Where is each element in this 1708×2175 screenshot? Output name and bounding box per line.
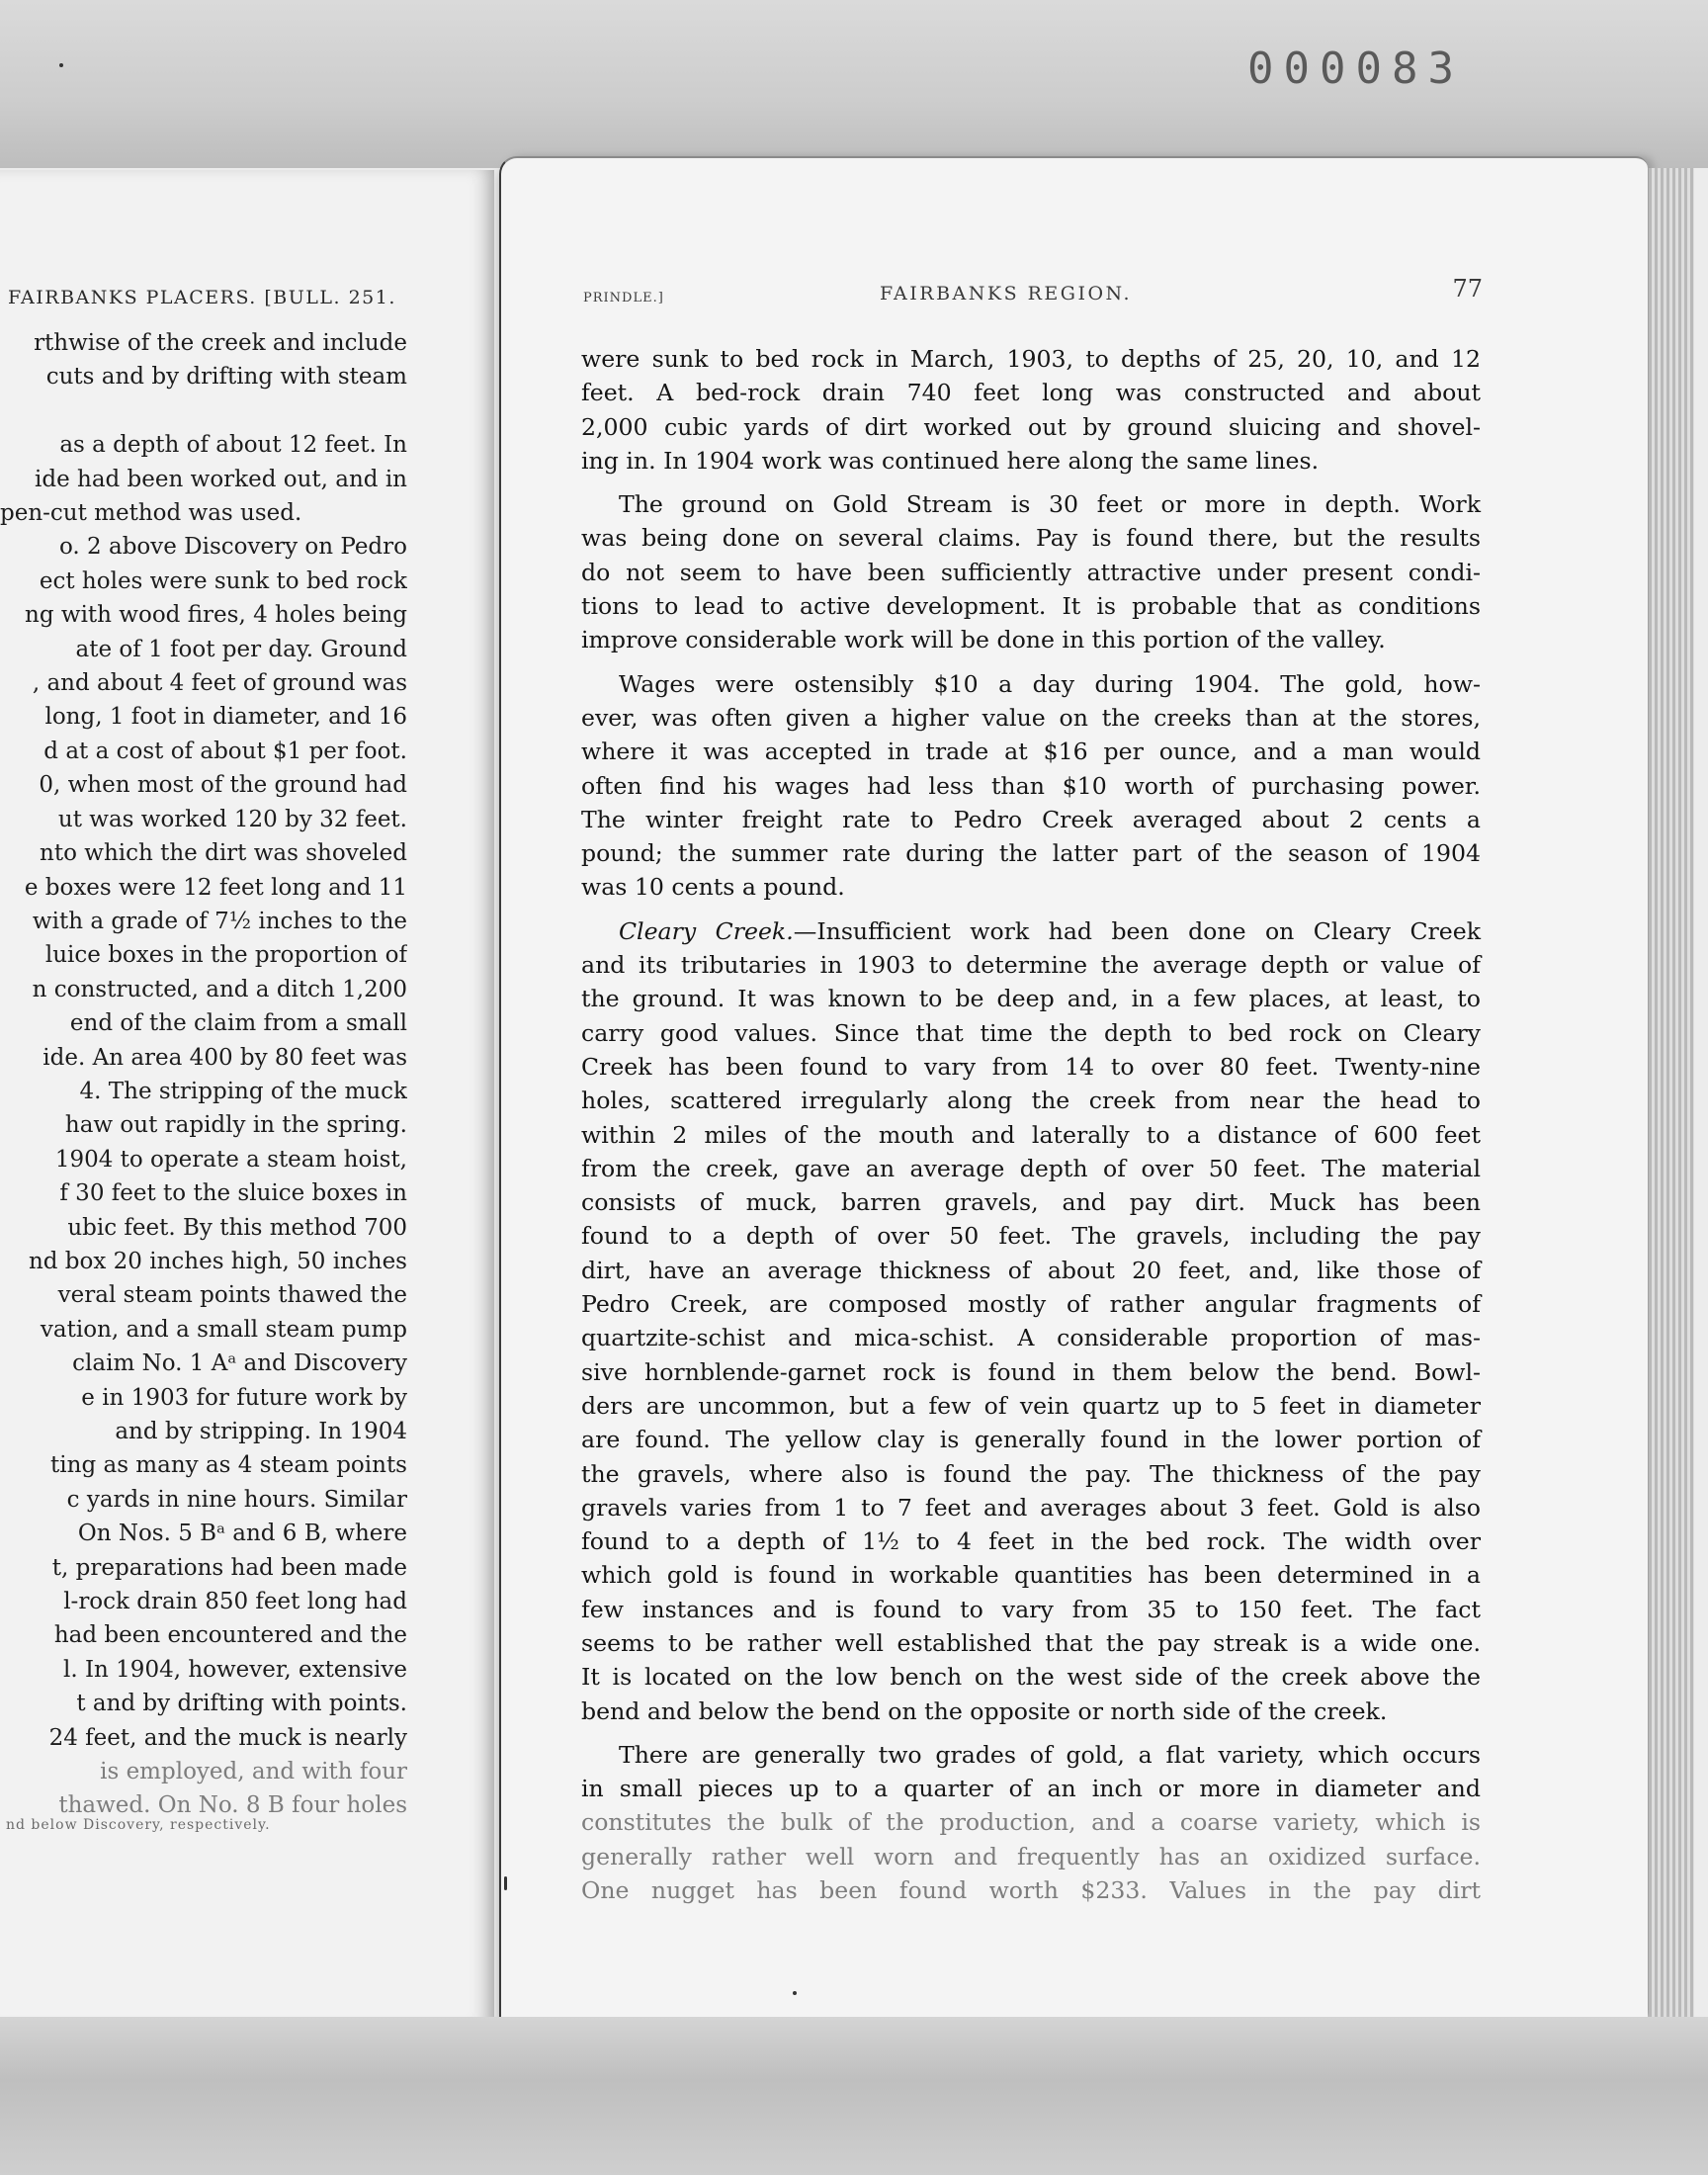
text-line: ever, was often given a higher value on the creeks than at the stores, (581, 703, 1481, 732)
text-line: sive hornblende-garnet rock is found in them below the bend. Bowl- (581, 1357, 1481, 1386)
right-page-text (581, 342, 1481, 1907)
text-line: n constructed, and a ditch 1,200 (32, 976, 407, 1002)
text-line: were sunk to bed rock in March, 1903, to depths of 25, 20, 10, and 12 (581, 345, 1481, 373)
text-line: pound; the summer rate during the latter part of the season of 1904 (581, 839, 1481, 868)
text-line: On Nos. 5 Bᵃ and 6 B, where (77, 1521, 407, 1547)
scan-speck (504, 1876, 507, 1890)
text-line: found to a depth of over 50 feet. The gravels, including the pay (581, 1222, 1481, 1251)
text-line: veral steam points thawed the (57, 1282, 407, 1309)
text-line: l. In 1904, however, extensive (62, 1656, 407, 1683)
text-line: within 2 miles of the mouth and laterally to a distance of 600 feet (581, 1120, 1481, 1149)
text-line: The ground on Gold Stream is 30 feet or more in depth. Work (619, 490, 1481, 519)
text-line-continuation: —Insufficient work had been done on Cleary Creek (793, 916, 1481, 945)
text-line: The winter freight rate to Pedro Creek averaged about 2 cents a (581, 805, 1481, 833)
text-line: carry good values. Since that time the depth to bed rock on Cleary (581, 1018, 1481, 1047)
text-line: 24 feet, and the muck is nearly (48, 1724, 407, 1751)
text-line: f 30 feet to the sluice boxes in (59, 1180, 407, 1207)
text-line: are found. The yellow clay is generally found in the lower portion of (581, 1426, 1481, 1454)
text-line: ide had been worked out, and in (35, 466, 407, 492)
text-line: where it was accepted in trade at $16 per ounce, and a man would (581, 738, 1481, 766)
text-line: o. 2 above Discovery on Pedro (58, 534, 407, 561)
left-footnote: nd below Discovery, respectively. (6, 1817, 271, 1833)
text-line: long, 1 foot in diameter, and 16 (44, 704, 407, 731)
scan-speck (793, 1991, 797, 1995)
bates-stamp-number: 000083 (1247, 44, 1464, 94)
left-page-text (0, 326, 407, 1823)
text-line: feet. A bed-rock drain 740 feet long was constructed and about (581, 379, 1481, 407)
text-line: had been encountered and the (53, 1622, 407, 1649)
right-running-header (583, 275, 1483, 308)
left-running-header: FAIRBANKS PLACERS. [BULL. 251. (8, 287, 396, 308)
text-line: nd box 20 inches high, 50 inches (28, 1248, 407, 1274)
text-line: quartzite-schist and mica-schist. A considerable proportion of mas- (581, 1324, 1481, 1352)
text-line: found to a depth of 1½ to 4 feet in the bed rock. The width over (581, 1527, 1481, 1556)
text-line: few instances and is found to vary from 35 to 150 feet. The fact (581, 1595, 1481, 1623)
text-line: often find his wages had less than $10 worth of purchasing power. (581, 771, 1481, 800)
section-title-cleary-creek: Cleary Creek. (619, 916, 794, 945)
scan-speck (59, 63, 63, 67)
text-line: claim No. 1 Aᵃ and Discovery (72, 1350, 407, 1377)
text-line: t and by drifting with points. (76, 1691, 407, 1717)
text-line: in small pieces up to a quarter of an inch or more in diameter and (581, 1775, 1481, 1803)
text-line: It is located on the low bench on the west side of the creek above the (581, 1663, 1481, 1692)
text-line: 1904 to operate a steam hoist, (54, 1146, 407, 1173)
text-line: cuts and by drifting with steam (45, 364, 407, 391)
text-line: the gravels, where also is found the pay. The thickness of the pay (581, 1459, 1481, 1488)
text-line: with a grade of 7½ inches to the (32, 908, 407, 934)
text-line: d at a cost of about $1 per foot. (43, 738, 407, 764)
text-line (0, 394, 407, 428)
text-line: thawed. On No. 8 B four holes (58, 1792, 407, 1819)
text-line: the ground. It was known to be deep and, in a few places, at least, to (581, 985, 1481, 1013)
chapter-header: FAIRBANKS REGION. (880, 283, 1133, 304)
text-line: c yards in nine hours. Similar (66, 1486, 407, 1513)
text-line: is employed, and with four (100, 1759, 407, 1785)
text-line: Creek has been found to vary from 14 to over 80 feet. Twenty-nine (581, 1052, 1481, 1081)
text-line: ate of 1 foot per day. Ground (75, 636, 407, 662)
text-line: ide. An area 400 by 80 feet was (43, 1044, 407, 1071)
text-line: tions to lead to active development. It is probable that as conditions (581, 592, 1481, 621)
text-line: 4. The stripping of the muck (79, 1078, 407, 1104)
text-line: ng with wood fires, 4 holes being (25, 602, 407, 629)
scan-bottom-band (0, 2017, 1708, 2175)
text-line: ect holes were sunk to bed rock (39, 567, 407, 594)
text-line: luice boxes in the proportion of (44, 942, 407, 969)
text-line: e boxes were 12 feet long and 11 (24, 874, 407, 901)
text-line: and its tributaries in 1903 to determine the average depth or value of (581, 951, 1481, 980)
text-line: constitutes the bulk of the production, and a coarse variety, which is (581, 1808, 1481, 1837)
text-line: l-rock drain 850 feet long had (63, 1589, 407, 1615)
text-line: bend and below the bend on the opposite or north side of the creek. (581, 1696, 1388, 1725)
text-line: Wages were ostensibly $10 a day during 1904. The gold, how- (619, 669, 1481, 698)
text-line: ders are uncommon, but a few of vein quartz up to 5 feet in diameter (581, 1391, 1481, 1420)
author-header: PRINDLE.] (583, 291, 664, 305)
text-line: ut was worked 120 by 32 feet. (57, 806, 407, 832)
text-line: gravels varies from 1 to 7 feet and averages about 3 feet. Gold is also (581, 1493, 1481, 1522)
text-line: t, preparations had been made (51, 1554, 407, 1581)
text-line: ting as many as 4 steam points (50, 1452, 407, 1479)
text-line: ing in. In 1904 work was continued here along the same lines. (581, 446, 1320, 475)
text-line: dirt, have an average thickness of about 20 feet, and, like those of (581, 1256, 1481, 1284)
text-line: pen-cut method was used. (0, 500, 302, 527)
text-line (581, 914, 1481, 948)
text-line: from the creek, gave an average depth of over 50 feet. The material (581, 1154, 1481, 1182)
text-line: ubic feet. By this method 700 (67, 1214, 407, 1241)
text-line: do not seem to have been sufficiently attractive under present condi- (581, 558, 1481, 586)
text-line: There are generally two grades of gold, a flat variety, which occurs (619, 1740, 1481, 1769)
text-line: as a depth of about 12 feet. In (59, 432, 407, 459)
text-line: end of the claim from a small (69, 1010, 407, 1037)
text-line: nto which the dirt was shoveled (40, 840, 407, 867)
text-line: haw out rapidly in the spring. (64, 1112, 407, 1139)
text-line: and by stripping. In 1904 (115, 1419, 407, 1444)
page-stack-edge (1649, 168, 1694, 2017)
text-line: was being done on several claims. Pay is found there, but the results (581, 524, 1481, 553)
text-line: vation, and a small steam pump (40, 1316, 407, 1343)
text-line: consists of muck, barren gravels, and pay dirt. Muck has been (581, 1188, 1481, 1217)
text-line: Pedro Creek, are composed mostly of rather angular fragments of (581, 1290, 1481, 1319)
text-line: was 10 cents a pound. (581, 873, 845, 902)
text-line: One nugget has been found worth $233. Values in the pay dirt (581, 1876, 1481, 1905)
text-line: 2,000 cubic yards of dirt worked out by ground sluicing and shovel- (581, 412, 1481, 441)
text-line: 0, when most of the ground had (39, 772, 407, 799)
text-line: rthwise of the creek and include (34, 330, 407, 356)
page-number: 77 (1452, 275, 1483, 303)
text-line: generally rather well worn and frequently has an oxidized surface. (581, 1842, 1481, 1870)
text-line: seems to be rather well established that the pay streak is a wide one. (581, 1628, 1481, 1657)
text-line: e in 1903 for future work by (81, 1384, 407, 1411)
text-line: improve considerable work will be done in this portion of the valley. (581, 626, 1386, 654)
text-line: , and about 4 feet of ground was (32, 670, 407, 697)
text-line: which gold is found in workable quantities has been determined in a (581, 1561, 1481, 1590)
text-line: holes, scattered irregularly along the creek from near the head to (581, 1087, 1481, 1115)
